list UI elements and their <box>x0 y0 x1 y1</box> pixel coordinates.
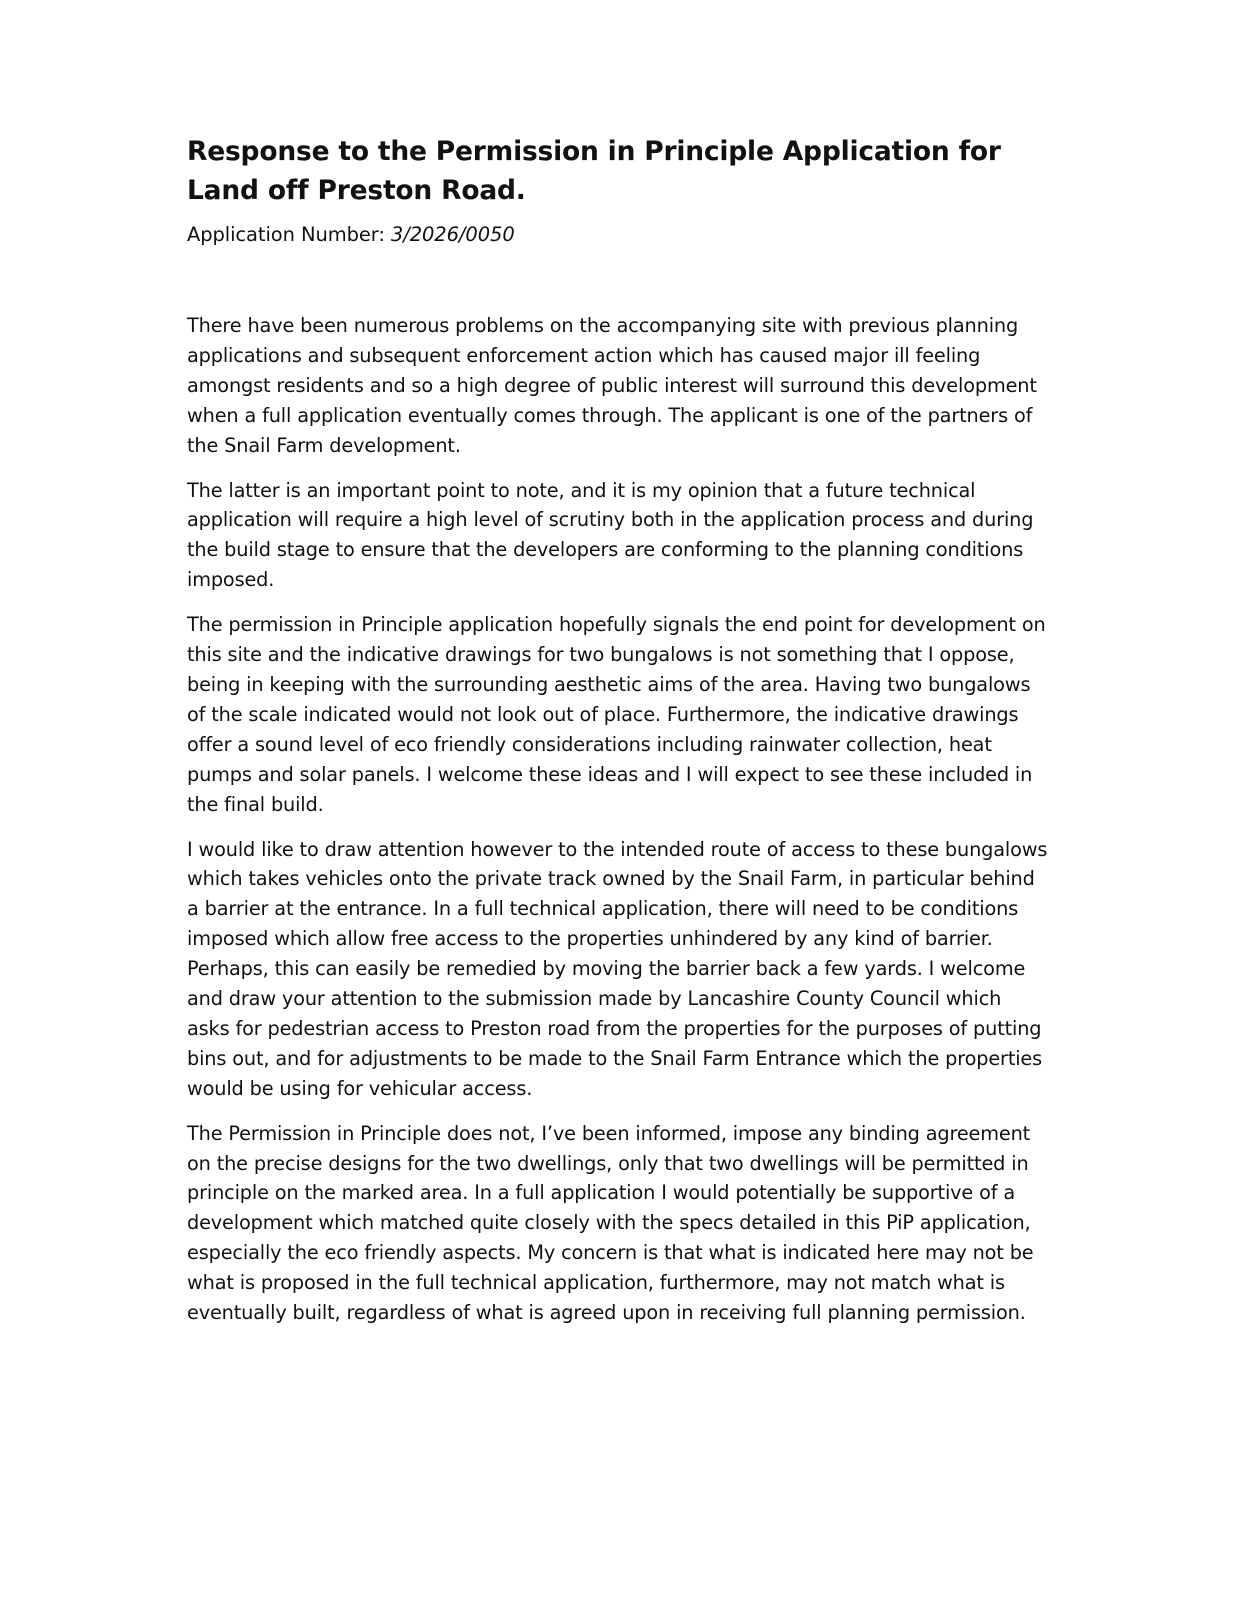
document-title: Response to the Permission in Principle Application for Land off Preston Road. <box>187 136 1001 206</box>
paragraph-1: There have been numerous problems on the accompanying site with previous planning applications and subsequent enforcement action which has caused major ill feeling amongst residents and so a high degree of public interest will surround this development when a full application eventually comes through. The applicant is one of the partners of the Snail Farm development. <box>187 314 1037 457</box>
paragraph-2: The latter is an important point to note, and it is my opinion that a future technical application will require a high level of scrutiny both in the application process and during the build stage to ensure that the developers are conforming to the planning conditions imposed. <box>187 478 1034 592</box>
document-body <box>187 311 1049 1328</box>
application-number-label: Application Number: <box>187 223 391 246</box>
paragraph-4: I would like to draw attention however to the intended route of access to these bungalows which takes vehicles onto the private track owned by the Snail Farm, in particular behind a barrier at the entrance. In a full technical application, there will need to be conditions imposed which allow free access to the properties unhindered by any kind of barrier. Perhaps, this can easily be remedied by moving the barrier back a few yards. I welcome and draw your attention to the submission made by Lancashire County Council which asks for pedestrian access to Preston road from the properties for the purposes of putting bins out, and for adjustments to be made to the Snail Farm Entrance which the properties would be using for vehicular access. <box>187 837 1048 1100</box>
application-number-value: 3/2026/0050 <box>390 223 515 246</box>
document-content <box>187 132 1049 1343</box>
paragraph-3: The permission in Principle application hopefully signals the end point for development on this site and the indicative drawings for two bungalows is not something that I oppose, being in keeping with the surrounding aesthetic aims of the area. Having two bungalows of the scale indicated would not look out of place. Furthermore, the indicative drawings offer a sound level of eco friendly considerations including rainwater collection, heat pumps and solar panels. I welcome these ideas and I will expect to see these included in the final build. <box>187 613 1046 816</box>
paragraph-5: The Permission in Principle does not, I’ve been informed, impose any binding agreement on the precise designs for the two dwellings, only that two dwellings will be permitted in principle on the marked area. In a full application I would potentially be supportive of a development which matched quite closely with the specs detailed in this PiP application, especially the eco friendly aspects. My concern is that what is indicated here may not be what is proposed in the full technical application, furthermore, may not match what is eventually built, regardless of what is agreed upon in receiving full planning permission. <box>187 1121 1034 1325</box>
application-number-line <box>187 221 1049 249</box>
